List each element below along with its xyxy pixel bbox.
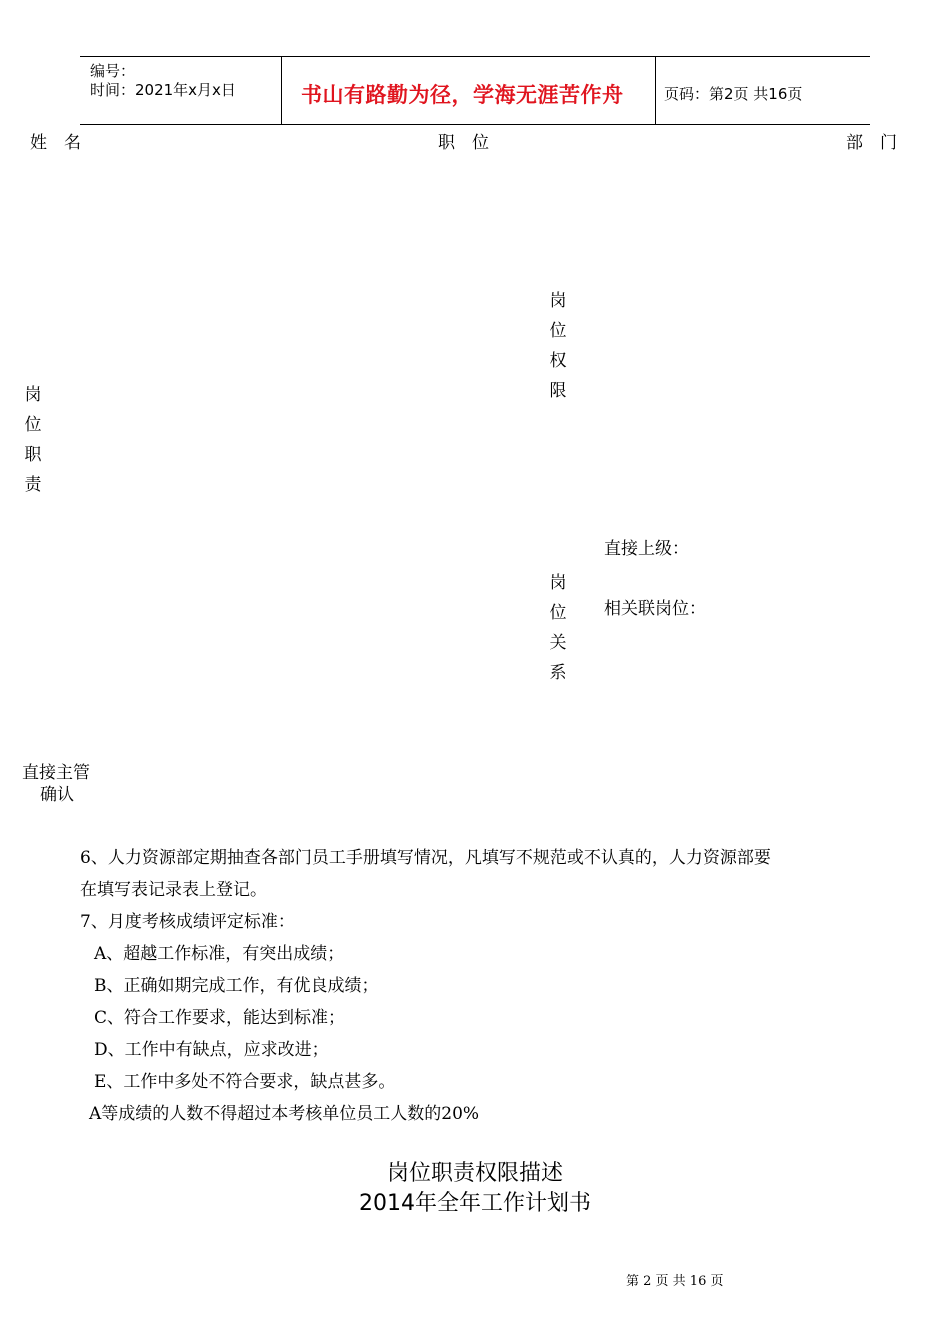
header-page-info: 页码：第2页 共16页 (664, 85, 803, 103)
direct-superior-label: 直接上级： (604, 539, 689, 559)
item7-heading: 7、月度考核成绩评定标准： (80, 912, 295, 932)
item6-line2: 在填写表记录表上登记。 (80, 880, 267, 900)
grade-d: D、工作中有缺点，应求改进； (94, 1040, 329, 1060)
relations-label: 岗位关系 (549, 573, 567, 683)
item6-line1: 6、人力资源部定期抽查各部门员工手册填写情况，凡填写不规范或不认真的，人力资源部要 (80, 848, 771, 868)
authority-label: 岗位权限 (549, 291, 567, 401)
grade-a: A、超越工作标准，有突出成绩； (94, 944, 345, 964)
header-divider-right (655, 56, 656, 124)
title-line2: 2014年全年工作计划书 (359, 1191, 591, 1216)
header-time-label: 时间：2021年x月x日 (90, 81, 236, 99)
related-positions-label: 相关联岗位： (604, 599, 706, 619)
header-motto: 书山有路勤为径，学海无涯苦作舟 (301, 83, 624, 107)
department-label: 部 门 (846, 133, 897, 153)
grade-note: A等成绩的人数不得超过本考核单位员工人数的20% (89, 1104, 480, 1124)
title-line1: 岗位职责权限描述 (386, 1161, 563, 1186)
header-top-rule (80, 56, 870, 57)
header-divider-left (281, 56, 282, 124)
position-label: 职 位 (438, 133, 489, 153)
grade-e: E、工作中多处不符合要求，缺点甚多。 (94, 1072, 396, 1092)
supervisor-confirm-line2: 确认 (40, 785, 74, 805)
footer-page-number: 第 2 页 共 16 页 (626, 1274, 724, 1289)
supervisor-confirm-line1: 直接主管 (22, 763, 90, 783)
header-number-label: 编号： (90, 62, 136, 80)
duties-label: 岗位职责 (24, 385, 42, 495)
name-label: 姓 名 (30, 133, 81, 153)
header-bottom-rule (80, 124, 870, 125)
grade-b: B、正确如期完成工作，有优良成绩； (94, 976, 379, 996)
grade-c: C、符合工作要求，能达到标准； (94, 1008, 346, 1028)
